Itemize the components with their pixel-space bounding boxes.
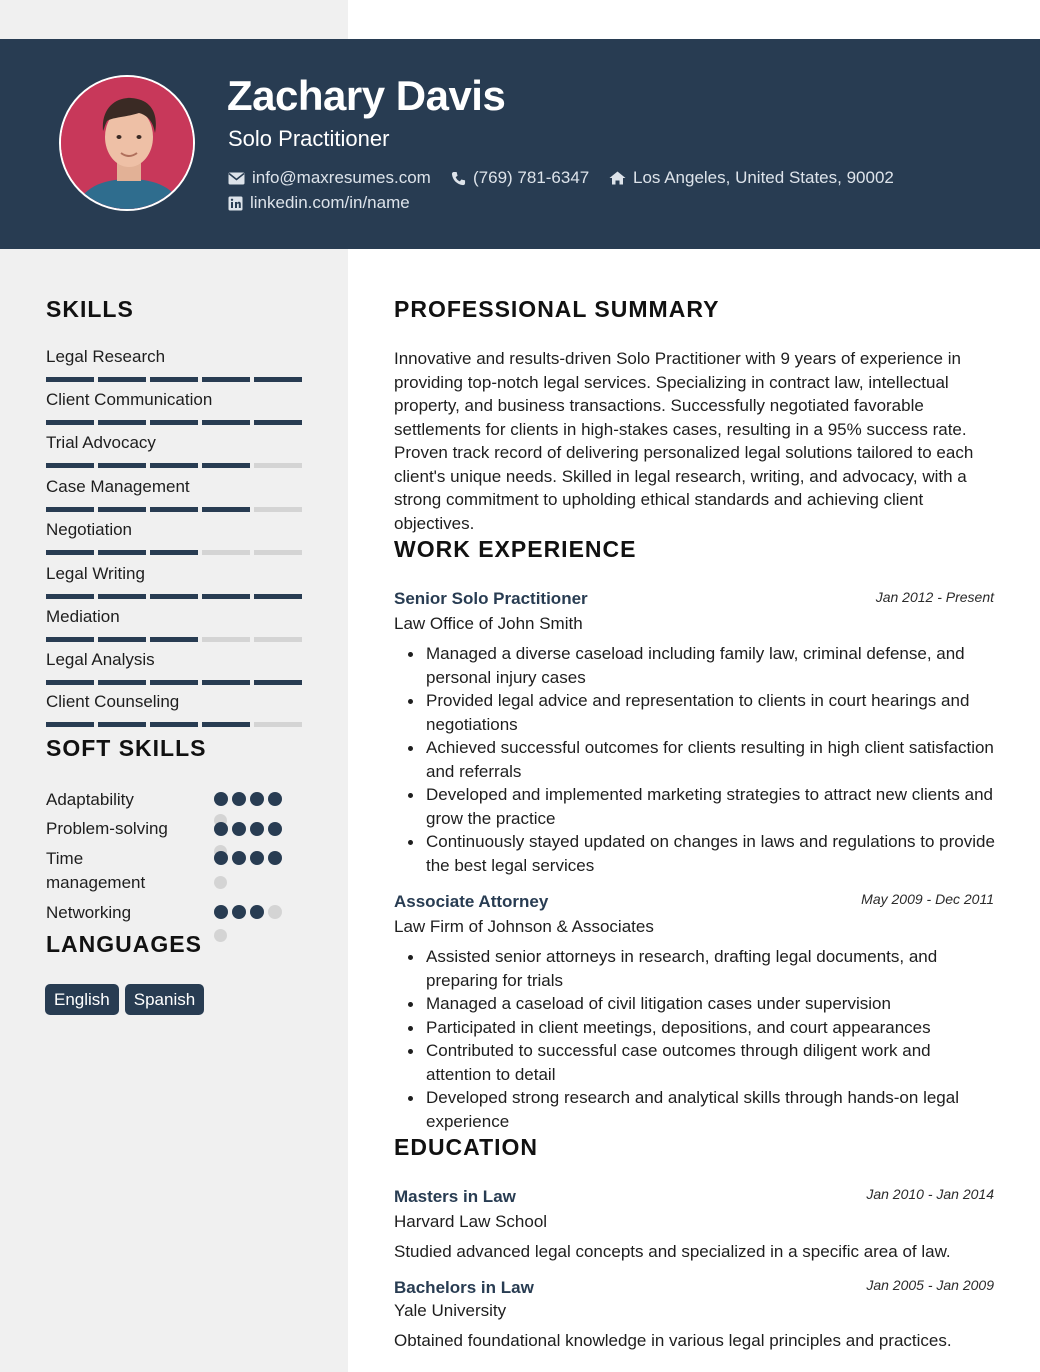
languages-list (45, 984, 204, 1015)
skill-level-segment (150, 680, 198, 685)
skill-label: Legal Writing (46, 564, 145, 583)
soft-skill-level-dots (214, 905, 282, 919)
skill-level-segment (150, 463, 198, 468)
skill-level-segment (98, 507, 146, 512)
skill-level-segment (202, 637, 250, 642)
skill-level-segment (98, 637, 146, 642)
avatar (59, 75, 195, 211)
phone-icon (451, 171, 466, 186)
soft-skill-dot (268, 851, 282, 865)
education-heading: EDUCATION (394, 1134, 539, 1160)
skill-level-segment (202, 507, 250, 512)
skill-level-segment (46, 507, 94, 512)
job-org: Law Office of John Smith (394, 614, 583, 633)
school-name: Harvard Law School (394, 1212, 548, 1231)
skill-level-bar (46, 507, 302, 512)
job-dates: May 2009 - Dec 2011 (861, 891, 994, 907)
soft-skill-level-dots (214, 792, 282, 806)
job-bullets (426, 945, 998, 1133)
skill-level-segment (254, 594, 302, 599)
job-role: Senior Solo Practitioner (394, 589, 588, 608)
soft-skill-dot (214, 905, 228, 919)
skill-level-segment (150, 420, 198, 425)
skill-level-bar (46, 637, 302, 642)
skill-label: Case Management (46, 477, 190, 496)
skill-level-segment (202, 550, 250, 555)
skill-level-segment (202, 594, 250, 599)
skill-level-segment (46, 637, 94, 642)
linkedin-text: linkedin.com/in/name (250, 193, 410, 212)
skill-level-segment (98, 680, 146, 685)
skill-level-segment (98, 550, 146, 555)
soft-skill-dot (250, 822, 264, 836)
skill-level-segment (46, 550, 94, 555)
soft-skill-label: Adaptability (46, 790, 134, 809)
experience-heading: WORK EXPERIENCE (394, 536, 637, 562)
phone-text: (769) 781-6347 (473, 168, 590, 187)
soft-skill-dot (214, 822, 228, 836)
soft-skill-dot (214, 792, 228, 806)
list-item: Assisted senior attorneys in research, drafting legal documents, and preparing for trials (426, 945, 998, 992)
list-item: Developed strong research and analytical skills through hands-on legal experience (426, 1086, 998, 1133)
skill-level-segment (254, 420, 302, 425)
phone-contact[interactable] (451, 168, 589, 188)
skill-level-segment (150, 377, 198, 382)
skill-level-segment (202, 420, 250, 425)
soft-skill-dot (268, 822, 282, 836)
skill-level-segment (98, 594, 146, 599)
email-contact[interactable] (228, 168, 431, 188)
soft-skill-dot (250, 792, 264, 806)
skill-label: Trial Advocacy (46, 433, 156, 452)
skill-level-segment (150, 550, 198, 555)
summary-heading: PROFESSIONAL SUMMARY (394, 296, 720, 322)
skill-level-segment (98, 722, 146, 727)
skill-level-bar (46, 463, 302, 468)
skill-label: Legal Research (46, 347, 166, 366)
skill-level-segment (202, 463, 250, 468)
skill-level-bar (46, 420, 302, 425)
degree-description: Obtained foundational knowledge in various legal principles and practices. (394, 1331, 952, 1350)
job-org: Law Firm of Johnson & Associates (394, 917, 654, 936)
linkedin-contact[interactable] (228, 193, 410, 213)
skill-level-segment (254, 722, 302, 727)
skill-level-segment (254, 550, 302, 555)
job-dates: Jan 2012 - Present (875, 589, 994, 605)
soft-skill-dot (232, 905, 246, 919)
list-item: Provided legal advice and representation to clients in court hearings and negotiations (426, 689, 998, 736)
skill-level-segment (98, 463, 146, 468)
skill-level-segment (46, 463, 94, 468)
skill-level-segment (150, 507, 198, 512)
soft-skill-dot (250, 905, 264, 919)
candidate-title: Solo Practitioner (228, 126, 390, 151)
soft-skill-dot (232, 792, 246, 806)
skill-level-bar (46, 680, 302, 685)
skill-level-segment (202, 680, 250, 685)
degree-dates: Jan 2005 - Jan 2009 (866, 1277, 994, 1293)
list-item: Contributed to successful case outcomes through diligent work and attention to detail (426, 1039, 998, 1086)
skills-heading: SKILLS (46, 296, 134, 322)
soft-skill-dot (250, 851, 264, 865)
degree-dates: Jan 2010 - Jan 2014 (866, 1186, 994, 1202)
home-icon (609, 171, 626, 185)
candidate-name: Zachary Davis (227, 72, 506, 119)
location-contact (609, 168, 894, 188)
skill-level-bar (46, 550, 302, 555)
skill-level-segment (202, 377, 250, 382)
skill-level-segment (254, 377, 302, 382)
skill-level-segment (254, 463, 302, 468)
linkedin-icon (228, 196, 243, 211)
envelope-icon (228, 172, 245, 185)
degree-title: Bachelors in Law (394, 1278, 534, 1297)
list-item: Developed and implemented marketing strategies to attract new clients and grow the practice (426, 783, 998, 830)
language-chip: English (45, 984, 119, 1015)
skill-level-segment (46, 377, 94, 382)
skill-label: Client Communication (46, 390, 213, 409)
soft-skill-overflow-dot (214, 876, 227, 889)
skill-level-segment (254, 637, 302, 642)
skill-level-segment (46, 680, 94, 685)
summary-text: Innovative and results-driven Solo Practitioner with 9 years of experience in providing top-notch legal services. Specializing in contract law, intellectual property, and business transactions. Successfully negotiated favorable settlements for clients in high-stakes cases, resulting in a 95% success rate. Proven track record of delivering personalized legal solutions tailored to each client's unique needs. Skilled in legal research, writing, and advocacy, with a strong commitment to upholding ethical standards and achieving client objectives. (394, 349, 974, 533)
soft-skill-dot (232, 822, 246, 836)
degree-description: Studied advanced legal concepts and specialized in a specific area of law. (394, 1242, 951, 1261)
soft-skill-dot (232, 851, 246, 865)
soft-skill-dot (214, 851, 228, 865)
list-item: Participated in client meetings, depositions, and court appearances (426, 1016, 998, 1040)
skill-level-segment (254, 680, 302, 685)
skill-level-segment (150, 637, 198, 642)
skill-level-segment (98, 377, 146, 382)
location-text: Los Angeles, United States, 90002 (633, 168, 894, 187)
skill-level-segment (254, 507, 302, 512)
list-item: Continuously stayed updated on changes in laws and regulations to provide the best legal services (426, 830, 998, 877)
skill-level-segment (46, 722, 94, 727)
skill-level-segment (98, 420, 146, 425)
skill-label: Client Counseling (46, 692, 180, 711)
resume-header (0, 39, 1040, 249)
skill-label: Negotiation (46, 520, 133, 539)
school-name: Yale University (394, 1301, 507, 1320)
skill-label: Mediation (46, 607, 120, 626)
soft-skill-dot (268, 905, 282, 919)
soft-skills-heading: SOFT SKILLS (46, 735, 207, 761)
skill-level-bar (46, 377, 302, 382)
languages-heading: LANGUAGES (46, 931, 202, 957)
skill-level-bar (46, 594, 302, 599)
skill-level-segment (150, 722, 198, 727)
skill-level-segment (46, 420, 94, 425)
soft-skill-level-dots (214, 822, 282, 836)
list-item: Managed a caseload of civil litigation cases under supervision (426, 992, 998, 1016)
list-item: Achieved successful outcomes for clients resulting in high client satisfaction and referrals (426, 736, 998, 783)
language-chip: Spanish (125, 984, 204, 1015)
job-role: Associate Attorney (394, 892, 549, 911)
soft-skill-label: Networking (46, 903, 132, 922)
degree-title: Masters in Law (394, 1187, 516, 1206)
soft-skill-label: Problem-solving (46, 819, 168, 838)
job-bullets (426, 642, 998, 877)
soft-skill-label: Time management (46, 849, 146, 892)
list-item: Managed a diverse caseload including family law, criminal defense, and personal injury cases (426, 642, 998, 689)
skill-level-segment (46, 594, 94, 599)
soft-skill-dot (268, 792, 282, 806)
email-text: info@maxresumes.com (252, 168, 431, 187)
skill-level-bar (46, 722, 302, 727)
soft-skill-level-dots (214, 851, 282, 865)
soft-skill-overflow-dot (214, 929, 227, 942)
skill-level-segment (202, 722, 250, 727)
skill-level-segment (150, 594, 198, 599)
skill-label: Legal Analysis (46, 650, 155, 669)
